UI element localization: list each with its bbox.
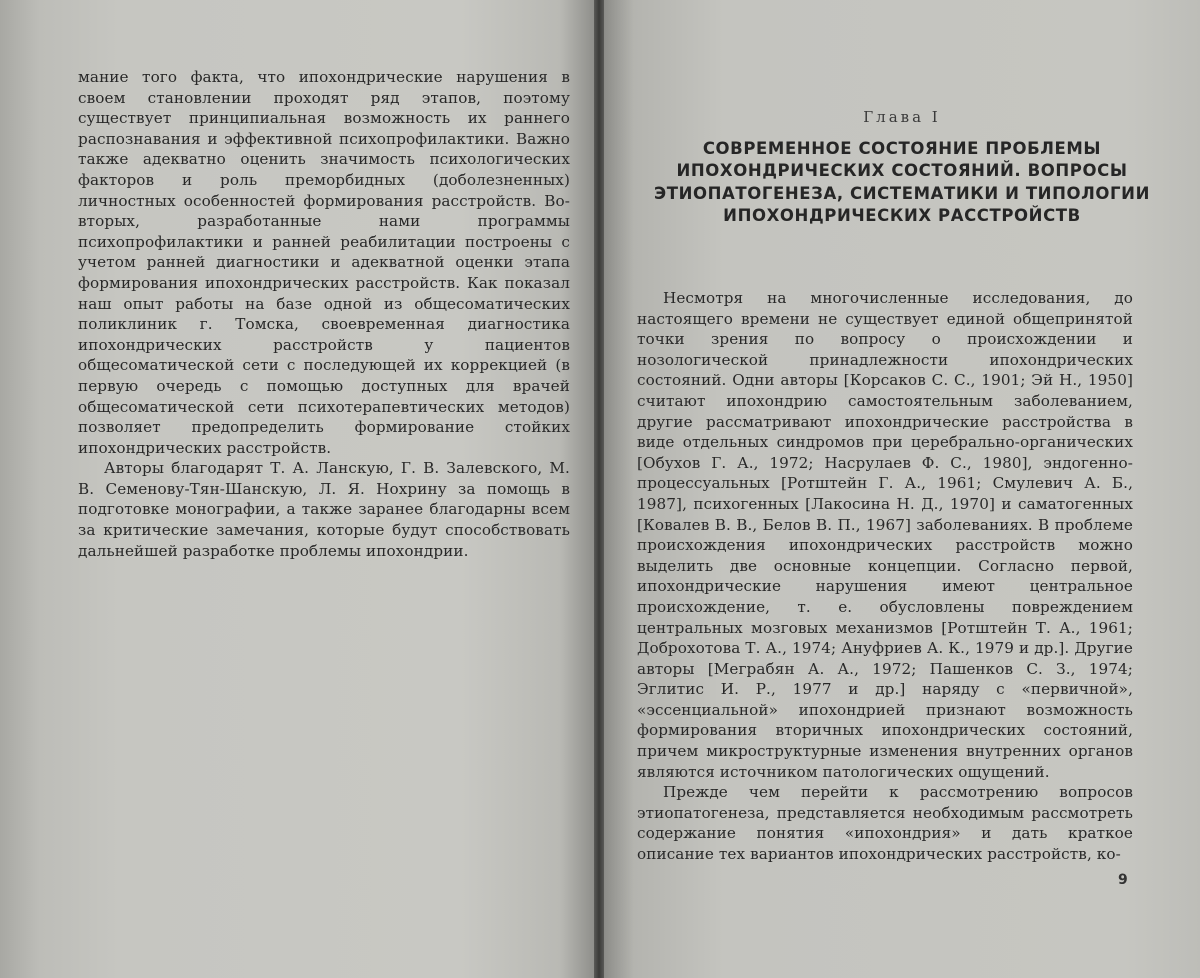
left-paragraph-2: Авторы благодарят Т. А. Ланскую, Г. В. Залевского, М. В. Семенову-Тян-Шанскую, Л. Я. Нохрину за помощь в подготовке монографии, а также заранее благодарны всем за критические замечания, которые будут способствовать дальнейшей разработке проблемы ипохондрии.: [78, 459, 570, 560]
right-paragraph-2: Прежде чем перейти к рассмотрению вопросов этиопатогенеза, представляется необходимым рассмотреть содержание понятия «ипохондрия» и дать краткое описание тех вариантов ипохондрических расстройств, ко-: [637, 783, 1133, 864]
chapter-label: Глава I: [863, 108, 941, 126]
book-gutter: [594, 0, 604, 978]
left-paragraph-1: мание того факта, что ипохондрические нарушения в своем становлении проходят ряд этапов, поэтому существует принципиальная возможность их раннего распознавания и эффективной психопрофилактики. Важно также адекватно оценить значимость психологических факторов и роль преморбидных (доболезненных) личностных особенностей формирования расстройств. Во-вторых, разработанные нами программы психопрофилактики и ранней реабилитации построены с учетом ранней диагностики и адекватной оценки этапа формирования ипохондрических расстройств. Как показал наш опыт работы на базе одной из общесоматических поликлиник г. Томска, своевременная диагностика ипохондрических расстройств у пациентов общесоматической сети с последующей их коррекцией (в первую очередь с помощью доступных для врачей общесоматической сети психотерапевтических методов) позволяет предопределить формирование стойких ипохондрических расстройств.: [78, 68, 570, 457]
page-number: 9: [1118, 872, 1128, 888]
left-page: [0, 0, 594, 978]
right-paragraph-1: Несмотря на многочисленные исследования, до настоящего времени не существует единой общепринятой точки зрения по вопросу о происхождении и нозологической принадлежности ипохондрических состояний. Одни авторы [Корсаков С. С., 1901; Эй Н., 1950] считают ипохондрию самостоятельным заболеванием, другие рассматривают ипохондрические расстройства в виде отдельных синдромов при церебрально-органических [Обухов Г. А., 1972; Насрулаев Ф. С., 1980], эндогенно-процессуальных [Ротштейн Г. А., 1961; Смулевич А. Б., 1987], психогенных [Лакосина Н. Д., 1970] и саматогенных [Ковалев В. В., Белов В. П., 1967] заболеваниях. В проблеме происхождения ипохондрических расстройств можно выделить две основные концепции. Согласно первой, ипохондрические нарушения имеют центральное происхождение, т. е. обусловлены повреждением центральных мозговых механизмов [Ротштейн Т. А., 1961; Доброхотова Т. А., 1974; Ануфриев А. К., 1979 и др.]. Другие авторы [Меграбян А. А., 1972; Пашенков С. З., 1974; Эглитис И. Р., 1977 и др.] наряду с «первичной», «эссенциальной» ипохондрией признают возможность формирования вторичных ипохондрических состояний, причем микроструктурные изменения внутренних органов являются источником патологических ощущений.: [637, 289, 1133, 781]
left-page-text: [78, 67, 570, 561]
chapter-title: СОВРЕМЕННОЕ СОСТОЯНИЕ ПРОБЛЕМЫ ИПОХОНДРИЧЕСКИХ СОСТОЯНИЙ. ВОПРОСЫ ЭТИОПАТОГЕНЕЗА, СИСТЕМАТИКИ И ТИПОЛОГИИ ИПОХОНДРИЧЕСКИХ РАССТРОЙСТВ: [654, 139, 1150, 226]
right-page-text: [637, 288, 1133, 865]
